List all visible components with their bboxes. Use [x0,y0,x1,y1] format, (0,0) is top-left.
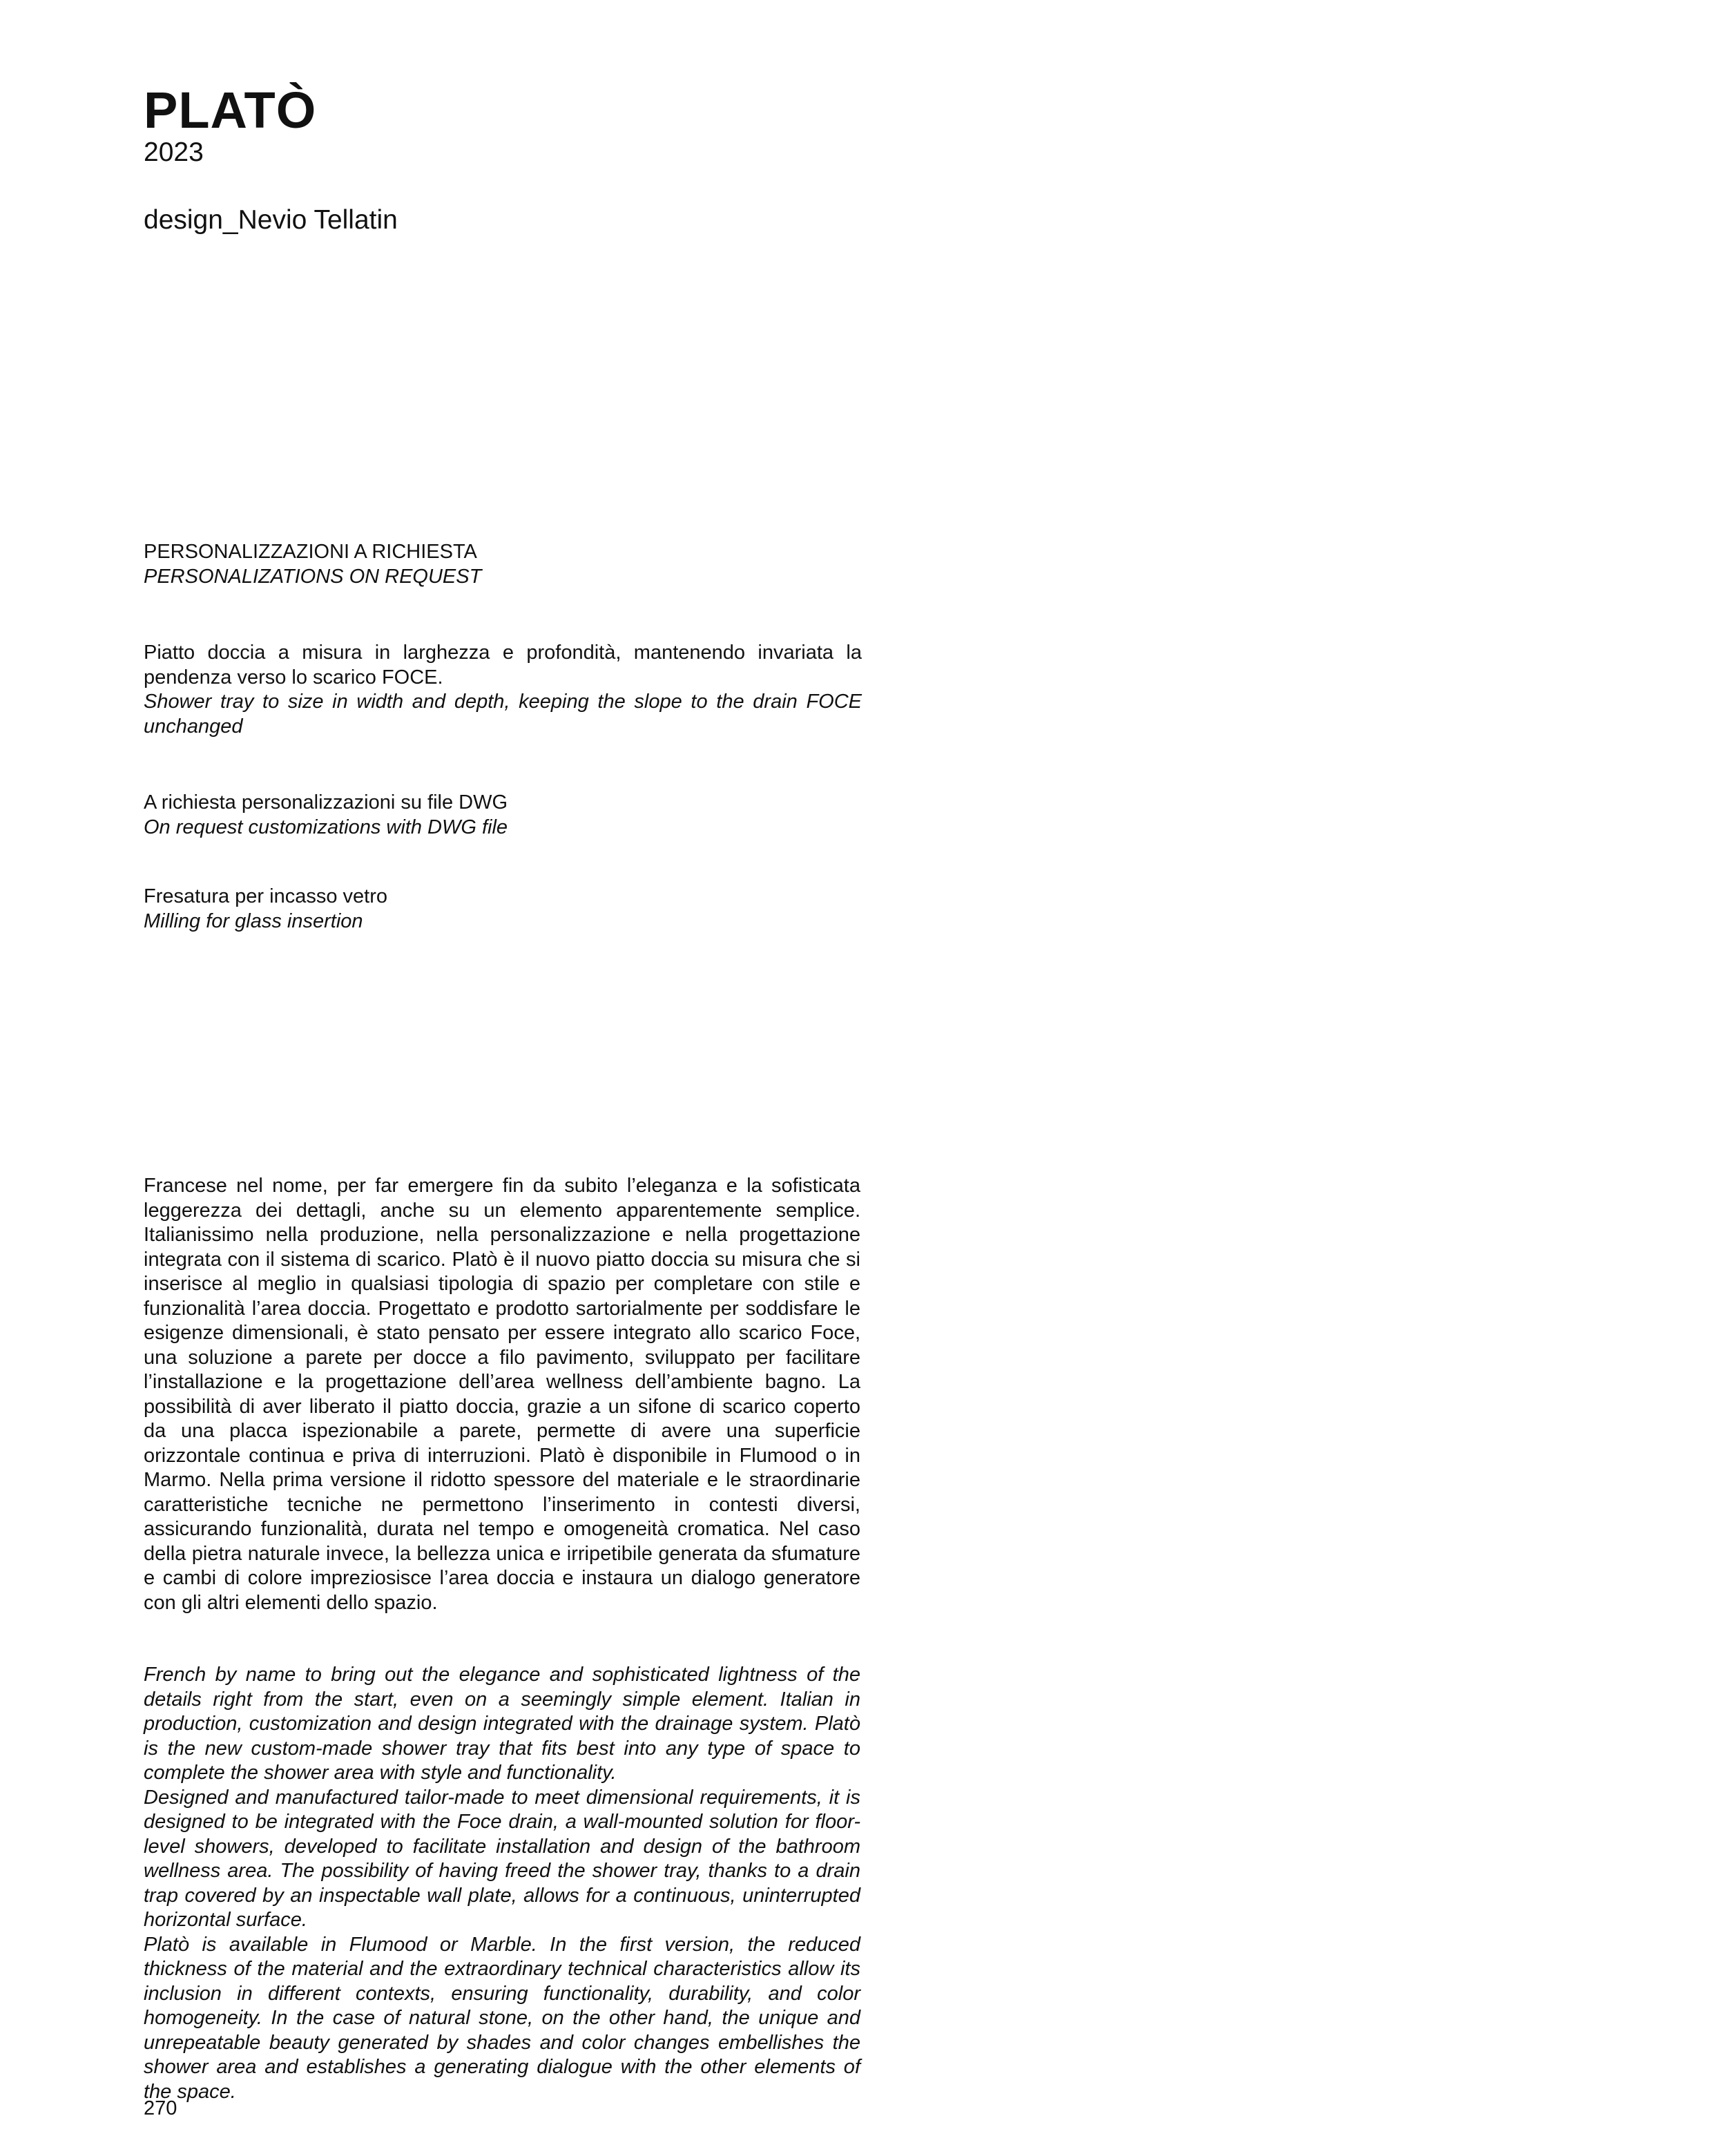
item-english: Shower tray to size in width and depth, keeping the slope to the drain FOCE unchanged [144,691,862,738]
personalization-item-dwg [144,791,862,840]
description-english [144,1663,860,2104]
heading-italian: PERSONALIZZAZIONI A RICHIESTA [144,541,477,563]
item-english: Milling for glass insertion [144,909,363,932]
item-italian: A richiesta personalizzazioni su file DWG [144,791,508,814]
description-paragraph: Francese nel nome, per far emergere fin da subito l’eleganza e la sofisticata leggerezza dei dettagli, anche su un elemento apparentemente semplice. Italianissimo nella produzione, nella personalizzazione e nella progettazione integrata con il sistema di scarico. Platò è il nuovo piatto doccia su misura che si inserisce al meglio in qualsiasi tipologia di spazio per completare con stile e funzionalità l’area doccia. Progettato e prodotto sartorialmente per soddisfare le esigenze dimensionali, è stato pensato per essere integrato allo scarico Foce, una soluzione a parete per docce a filo pavimento, sviluppato per facilitare l’installazione e la progettazione dell’area wellness dell’ambiente bagno. La possibilità di aver liberato il piatto doccia, grazie a un sifone di scarico coperto da una placca ispezionabile a parete, permette di avere una superficie orizzontale continua e priva di interruzioni. Platò è disponibile in Flumood o in Marmo. Nella prima versione il ridotto spessore del materiale e le straordinarie caratteristiche tecniche ne permettono l’inserimento in contesti diversi, assicurando funzionalità, durata nel tempo e omogeneità cromatica. Nel caso della pietra naturale invece, la bellezza unica e irripetibile generata da sfumature e cambi di colore impreziosisce l’area doccia e instaura un dialogo generatore con gli altri elementi dello spazio. [144,1175,860,1614]
description-paragraph: Platò is available in Flumood or Marble. In the first version, the reduced thickness of the material and the extraordinary technical characteristics allow its inclusion in different contexts, ensuring functionality, durability, and color homogeneity. In the case of natural stone, on the other hand, the unique and unrepeatable beauty generated by shades and color changes embellishes the shower area and establishes a generating dialogue with the other elements of the space. [144,1933,860,2103]
year-label: 2023 [144,137,204,167]
heading-english: PERSONALIZATIONS ON REQUEST [144,565,482,588]
page-title: PLATÒ [144,81,317,139]
description-paragraph: Designed and manufactured tailor-made to meet dimensional requirements, it is designed to be integrated with the Foce drain, a wall-mounted solution for floor-level showers, developed to facilitate installation and design of the bathroom wellness area. The possibility of having freed the shower tray, thanks to a drain trap covered by an inspectable wall plate, allows for a continuous, uninterrupted horizontal surface. [144,1786,860,1931]
page-number: 270 [144,2097,177,2119]
designer-credit: design_Nevio Tellatin [144,205,398,235]
personalizations-heading [144,540,862,589]
description-paragraph: French by name to bring out the elegance and sophisticated lightness of the details right from the start, even on a seemingly simple element. Italian in production, customization and design integrated with the drainage system. Platò is the new custom-made shower tray that fits best into any type of space to complete the shower area with style and functionality. [144,1664,860,1784]
description-italian [144,1174,860,1615]
personalization-item-size [144,641,862,739]
item-italian: Piatto doccia a misura in larghezza e profondità, mantenendo invariata la pendenza verso lo scarico FOCE. [144,642,862,689]
item-italian: Fresatura per incasso vetro [144,885,387,907]
personalization-item-milling [144,885,862,934]
item-english: On request customizations with DWG file [144,816,508,838]
